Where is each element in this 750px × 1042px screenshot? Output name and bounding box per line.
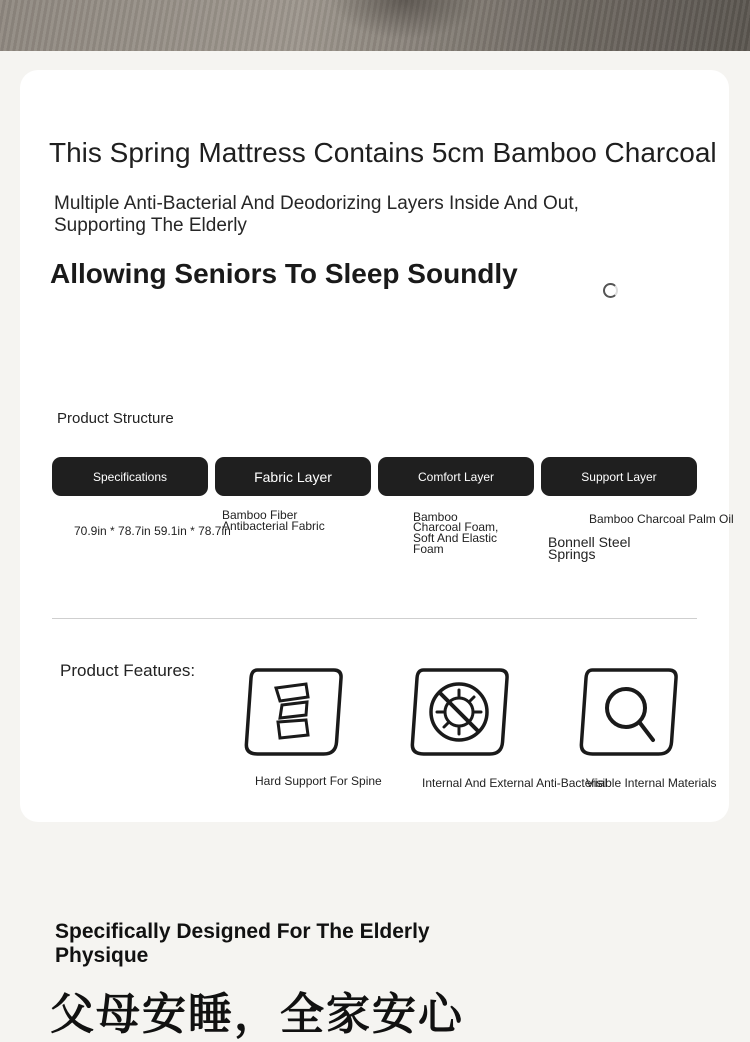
comfort-layer-value-2: Charcoal Foam,	[413, 520, 499, 534]
comfort-layer-header: Comfort Layer	[378, 457, 534, 496]
specifications-value: 70.9in * 78.7in 59.1in * 78.7in	[74, 524, 231, 538]
fabric-layer-value-1: Bamboo Fiber	[222, 508, 298, 522]
specifications-header: Specifications	[52, 457, 208, 496]
magnifier-icon	[581, 664, 677, 760]
product-structure-title: Product Structure	[57, 410, 174, 427]
feature-label-spine: Hard Support For Spine	[255, 774, 382, 788]
feature-label-anti-bacterial: Internal And External Anti-Bacterial	[422, 776, 608, 790]
comfort-layer-value-4: Foam	[413, 542, 444, 556]
support-layer-value-3: Springs	[548, 546, 596, 562]
fabric-layer-header: Fabric Layer	[215, 457, 371, 496]
support-layer-value-1: Bamboo Charcoal Palm Oil	[589, 512, 734, 526]
comfort-layer-value-1: Bamboo	[413, 510, 458, 524]
headline: This Spring Mattress Contains 5cm Bamboo Charcoal	[49, 137, 717, 168]
hero-image	[0, 0, 750, 51]
hero-shadow	[330, 0, 480, 40]
support-layer-header: Support Layer	[541, 457, 697, 496]
divider	[52, 618, 697, 619]
subheadline: Multiple Anti-Bacterial And Deodorizing Layers Inside And Out, Supporting The Elderly	[54, 193, 579, 236]
bottom-chinese-slogan: 父母安睡，全家安心	[50, 990, 464, 1039]
anti-bacterial-icon	[412, 664, 508, 760]
spine-icon	[246, 664, 342, 760]
support-layer-value-2: Bonnell Steel	[548, 534, 631, 550]
comfort-layer-value-3: Soft And Elastic	[413, 531, 498, 545]
loading-spinner-icon	[603, 283, 618, 298]
fabric-layer-value-2: Antibacterial Fabric	[222, 519, 325, 533]
bottom-section-title: Specifically Designed For The Elderly Physique	[55, 920, 430, 967]
product-features-title: Product Features:	[60, 661, 196, 680]
feature-label-visible-materials: Visible Internal Materials	[586, 776, 717, 790]
tagline: Allowing Seniors To Sleep Soundly	[50, 258, 518, 289]
